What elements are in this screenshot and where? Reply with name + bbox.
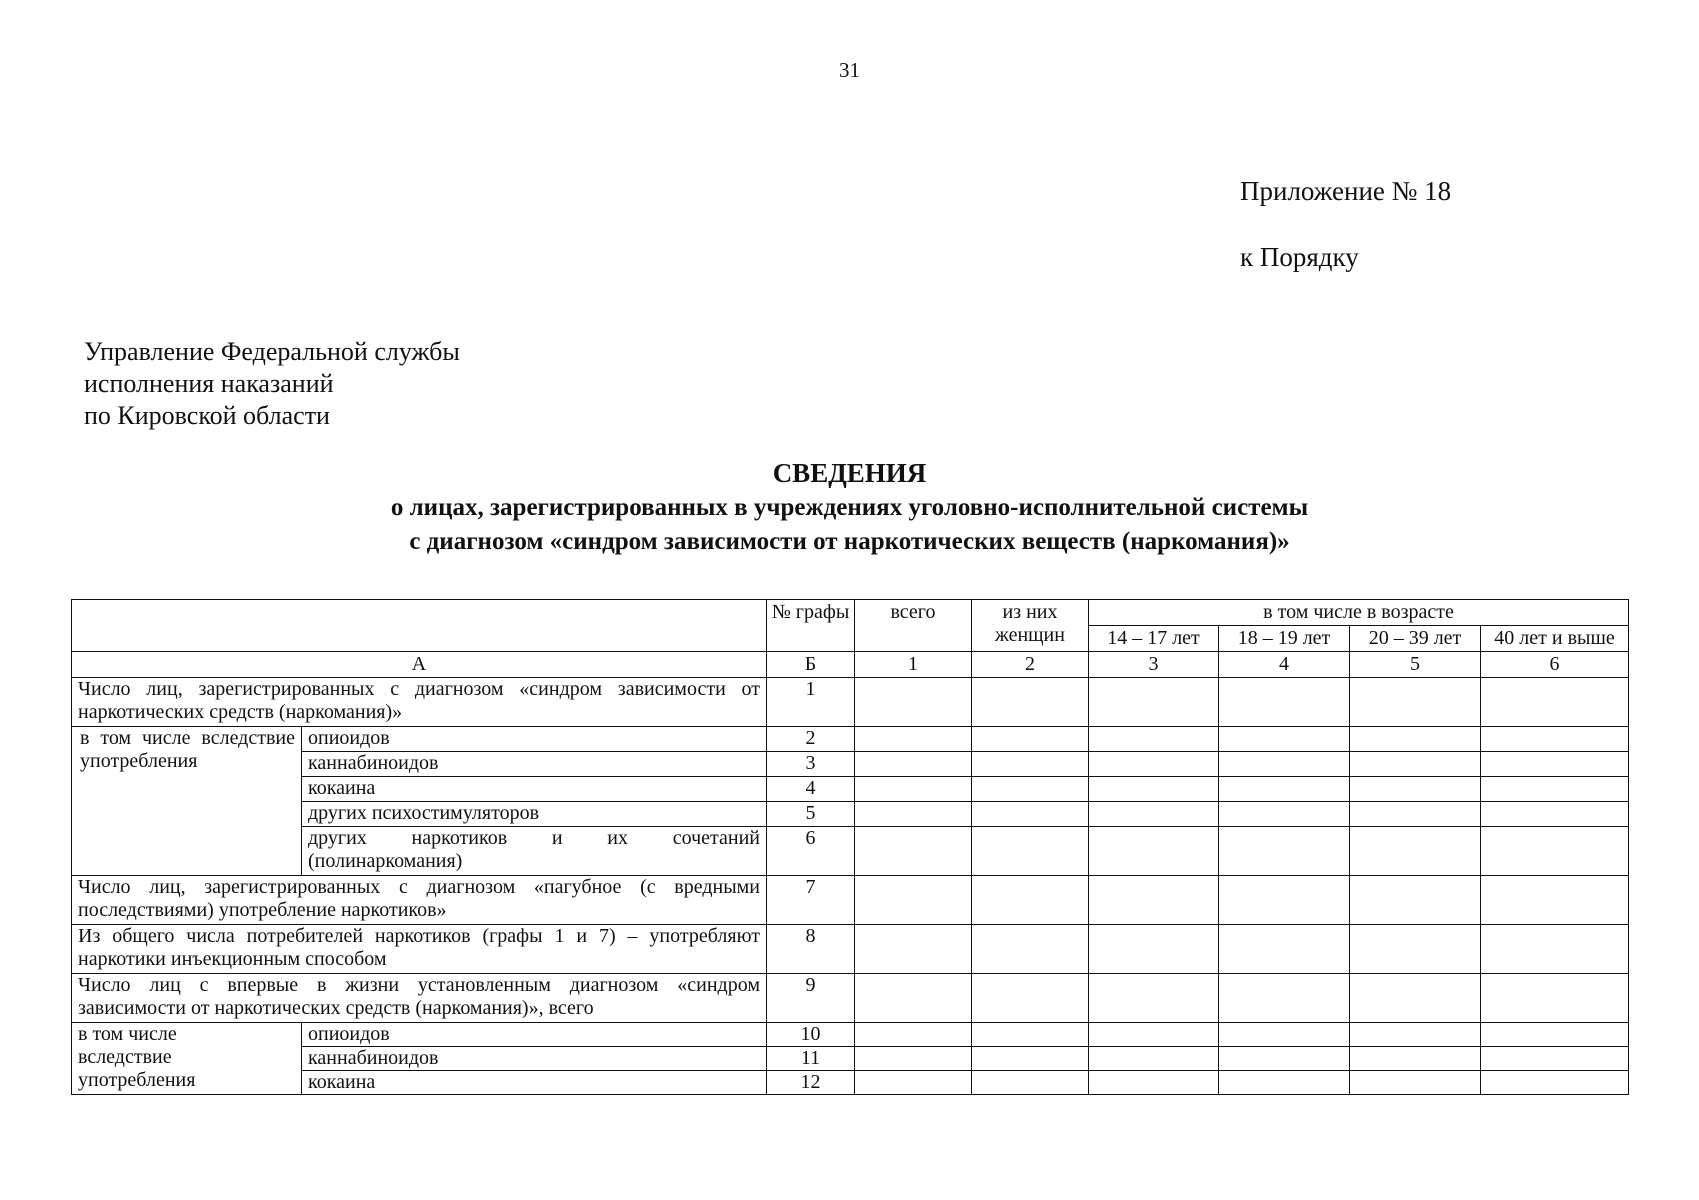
value-cell[interactable] bbox=[1350, 777, 1481, 802]
value-cell[interactable] bbox=[1481, 678, 1629, 727]
value-cell[interactable] bbox=[855, 1023, 972, 1047]
value-cell[interactable] bbox=[972, 727, 1089, 752]
value-cell[interactable] bbox=[1350, 925, 1481, 974]
value-cell[interactable] bbox=[855, 802, 972, 827]
document-title bbox=[0, 455, 1699, 559]
row-number: 2 bbox=[767, 727, 855, 752]
value-cell[interactable] bbox=[972, 777, 1089, 802]
value-cell[interactable] bbox=[972, 1047, 1089, 1071]
header-age-40-plus: 40 лет и выше bbox=[1481, 626, 1629, 652]
value-cell[interactable] bbox=[1350, 802, 1481, 827]
value-cell[interactable] bbox=[1219, 678, 1350, 727]
header-graph-number: № графы bbox=[767, 600, 855, 652]
value-cell[interactable] bbox=[972, 752, 1089, 777]
row-number: 9 bbox=[767, 974, 855, 1023]
row-label: Число лиц, зарегистрированных с диагнозом «пагубное (с вредными последствиями) употребление наркотиков» bbox=[72, 876, 767, 925]
value-cell[interactable] bbox=[1219, 1023, 1350, 1047]
value-cell[interactable] bbox=[972, 1071, 1089, 1095]
table-row bbox=[72, 752, 1629, 777]
value-cell[interactable] bbox=[1089, 752, 1219, 777]
index-cell: 3 bbox=[1089, 652, 1219, 678]
group-label-text: в том числе вследствие употребления bbox=[78, 1023, 196, 1091]
value-cell[interactable] bbox=[1089, 802, 1219, 827]
value-cell[interactable] bbox=[855, 727, 972, 752]
appendix-number: Приложение № 18 bbox=[1240, 176, 1452, 206]
issuer-block bbox=[84, 336, 460, 432]
value-cell[interactable] bbox=[1089, 727, 1219, 752]
value-cell[interactable] bbox=[1219, 1071, 1350, 1095]
row-number: 11 bbox=[767, 1047, 855, 1071]
value-cell[interactable] bbox=[1350, 827, 1481, 876]
index-cell: 2 bbox=[972, 652, 1089, 678]
value-cell[interactable] bbox=[855, 974, 972, 1023]
value-cell[interactable] bbox=[1481, 1071, 1629, 1095]
value-cell[interactable] bbox=[1219, 1047, 1350, 1071]
value-cell[interactable] bbox=[855, 1071, 972, 1095]
row-number: 7 bbox=[767, 876, 855, 925]
value-cell[interactable] bbox=[1481, 802, 1629, 827]
row-label: кокаина bbox=[302, 777, 767, 802]
value-cell[interactable] bbox=[1481, 925, 1629, 974]
page-number: 31 bbox=[839, 58, 860, 82]
value-cell[interactable] bbox=[1350, 974, 1481, 1023]
value-cell[interactable] bbox=[1350, 727, 1481, 752]
row-number: 1 bbox=[767, 678, 855, 727]
table-row bbox=[72, 802, 1629, 827]
row-number: 8 bbox=[767, 925, 855, 974]
value-cell[interactable] bbox=[1481, 1023, 1629, 1047]
row-number: 3 bbox=[767, 752, 855, 777]
header-empty-cell bbox=[72, 600, 767, 652]
value-cell[interactable] bbox=[1350, 1071, 1481, 1095]
index-cell: А bbox=[72, 652, 767, 678]
table-row bbox=[72, 974, 1629, 1023]
value-cell[interactable] bbox=[1481, 876, 1629, 925]
index-cell: 1 bbox=[855, 652, 972, 678]
row-number: 4 bbox=[767, 777, 855, 802]
appendix-note bbox=[1240, 176, 1451, 308]
table-row bbox=[72, 1047, 1629, 1071]
value-cell[interactable] bbox=[855, 827, 972, 876]
index-row bbox=[72, 652, 1629, 678]
row-number: 6 bbox=[767, 827, 855, 876]
value-cell[interactable] bbox=[972, 925, 1089, 974]
value-cell[interactable] bbox=[972, 678, 1089, 727]
value-cell[interactable] bbox=[855, 1047, 972, 1071]
table-row bbox=[72, 876, 1629, 925]
value-cell[interactable] bbox=[1219, 876, 1350, 925]
report-table bbox=[71, 599, 1629, 1095]
value-cell[interactable] bbox=[1481, 1047, 1629, 1071]
table-row bbox=[72, 1071, 1629, 1095]
value-cell[interactable] bbox=[1089, 1047, 1219, 1071]
value-cell[interactable] bbox=[1089, 678, 1219, 727]
header-total: всего bbox=[855, 600, 972, 652]
value-cell[interactable] bbox=[1219, 925, 1350, 974]
row-label: Число лиц, зарегистрированных с диагнозом «синдром зависимости от наркотических средств (наркомания)» bbox=[72, 678, 767, 727]
value-cell[interactable] bbox=[855, 678, 972, 727]
value-cell[interactable] bbox=[1219, 974, 1350, 1023]
row-number: 12 bbox=[767, 1071, 855, 1095]
header-age-group: в том числе в возрасте bbox=[1089, 600, 1629, 626]
value-cell[interactable] bbox=[1481, 752, 1629, 777]
value-cell[interactable] bbox=[972, 827, 1089, 876]
row-label: опиоидов bbox=[302, 1023, 767, 1047]
value-cell[interactable] bbox=[1481, 974, 1629, 1023]
value-cell[interactable] bbox=[1350, 1023, 1481, 1047]
issuer-line: по Кировской области bbox=[84, 401, 330, 430]
title-heading: СВЕДЕНИЯ bbox=[772, 458, 927, 488]
value-cell[interactable] bbox=[855, 925, 972, 974]
group-label bbox=[72, 1023, 302, 1095]
index-cell: 6 bbox=[1481, 652, 1629, 678]
table-row bbox=[72, 777, 1629, 802]
row-label: опиоидов bbox=[302, 727, 767, 752]
table-row bbox=[72, 727, 1629, 752]
group-label: в том числе вследствие употребления bbox=[72, 727, 302, 876]
title-subheading: о лицах, зарегистрированных в учреждениях уголовно-исполнительной системы bbox=[390, 494, 1309, 521]
row-label: кокаина bbox=[302, 1071, 767, 1095]
value-cell[interactable] bbox=[1481, 777, 1629, 802]
table-row bbox=[72, 1023, 1629, 1047]
value-cell[interactable] bbox=[1219, 777, 1350, 802]
value-cell[interactable] bbox=[1089, 1023, 1219, 1047]
value-cell[interactable] bbox=[855, 876, 972, 925]
table-row bbox=[72, 678, 1629, 727]
value-cell[interactable] bbox=[1089, 876, 1219, 925]
value-cell[interactable] bbox=[1089, 827, 1219, 876]
value-cell[interactable] bbox=[1089, 1071, 1219, 1095]
value-cell[interactable] bbox=[1089, 777, 1219, 802]
value-cell[interactable] bbox=[972, 802, 1089, 827]
value-cell[interactable] bbox=[1350, 876, 1481, 925]
index-cell: 5 bbox=[1350, 652, 1481, 678]
value-cell[interactable] bbox=[1350, 752, 1481, 777]
value-cell[interactable] bbox=[1350, 1047, 1481, 1071]
value-cell[interactable] bbox=[1219, 752, 1350, 777]
value-cell[interactable] bbox=[1089, 925, 1219, 974]
value-cell[interactable] bbox=[1219, 827, 1350, 876]
issuer-line: исполнения наказаний bbox=[84, 369, 334, 398]
value-cell[interactable] bbox=[1481, 827, 1629, 876]
value-cell[interactable] bbox=[972, 1023, 1089, 1047]
row-number: 10 bbox=[767, 1023, 855, 1047]
row-label: Число лиц с впервые в жизни установленным диагнозом «синдром зависимости от наркотических средств (наркомания)», всего bbox=[72, 974, 767, 1023]
table-row bbox=[72, 827, 1629, 876]
index-cell: 4 bbox=[1219, 652, 1350, 678]
appendix-reference: к Порядку bbox=[1240, 242, 1359, 272]
header-age-20-39: 20 – 39 лет bbox=[1350, 626, 1481, 652]
value-cell[interactable] bbox=[1219, 727, 1350, 752]
row-label: других наркотиков и их сочетаний (полинаркомания) bbox=[302, 827, 767, 876]
value-cell[interactable] bbox=[1219, 802, 1350, 827]
header-age-14-17: 14 – 17 лет bbox=[1089, 626, 1219, 652]
value-cell[interactable] bbox=[972, 876, 1089, 925]
value-cell[interactable] bbox=[1350, 678, 1481, 727]
value-cell[interactable] bbox=[1481, 727, 1629, 752]
table-row bbox=[72, 925, 1629, 974]
header-age-18-19: 18 – 19 лет bbox=[1219, 626, 1350, 652]
index-cell: Б bbox=[767, 652, 855, 678]
header-women: из них женщин bbox=[972, 600, 1089, 652]
row-label: каннабиноидов bbox=[302, 752, 767, 777]
row-number: 5 bbox=[767, 802, 855, 827]
value-cell[interactable] bbox=[855, 752, 972, 777]
issuer-line: Управление Федеральной службы bbox=[84, 337, 460, 366]
value-cell[interactable] bbox=[855, 777, 972, 802]
row-label: каннабиноидов bbox=[302, 1047, 767, 1071]
row-label: Из общего числа потребителей наркотиков (графы 1 и 7) – употребляют наркотики инъекционным способом bbox=[72, 925, 767, 974]
title-subheading: с диагнозом «синдром зависимости от наркотических веществ (наркомания)» bbox=[409, 528, 1290, 555]
value-cell[interactable] bbox=[1089, 974, 1219, 1023]
value-cell[interactable] bbox=[972, 974, 1089, 1023]
row-label: других психостимуляторов bbox=[302, 802, 767, 827]
